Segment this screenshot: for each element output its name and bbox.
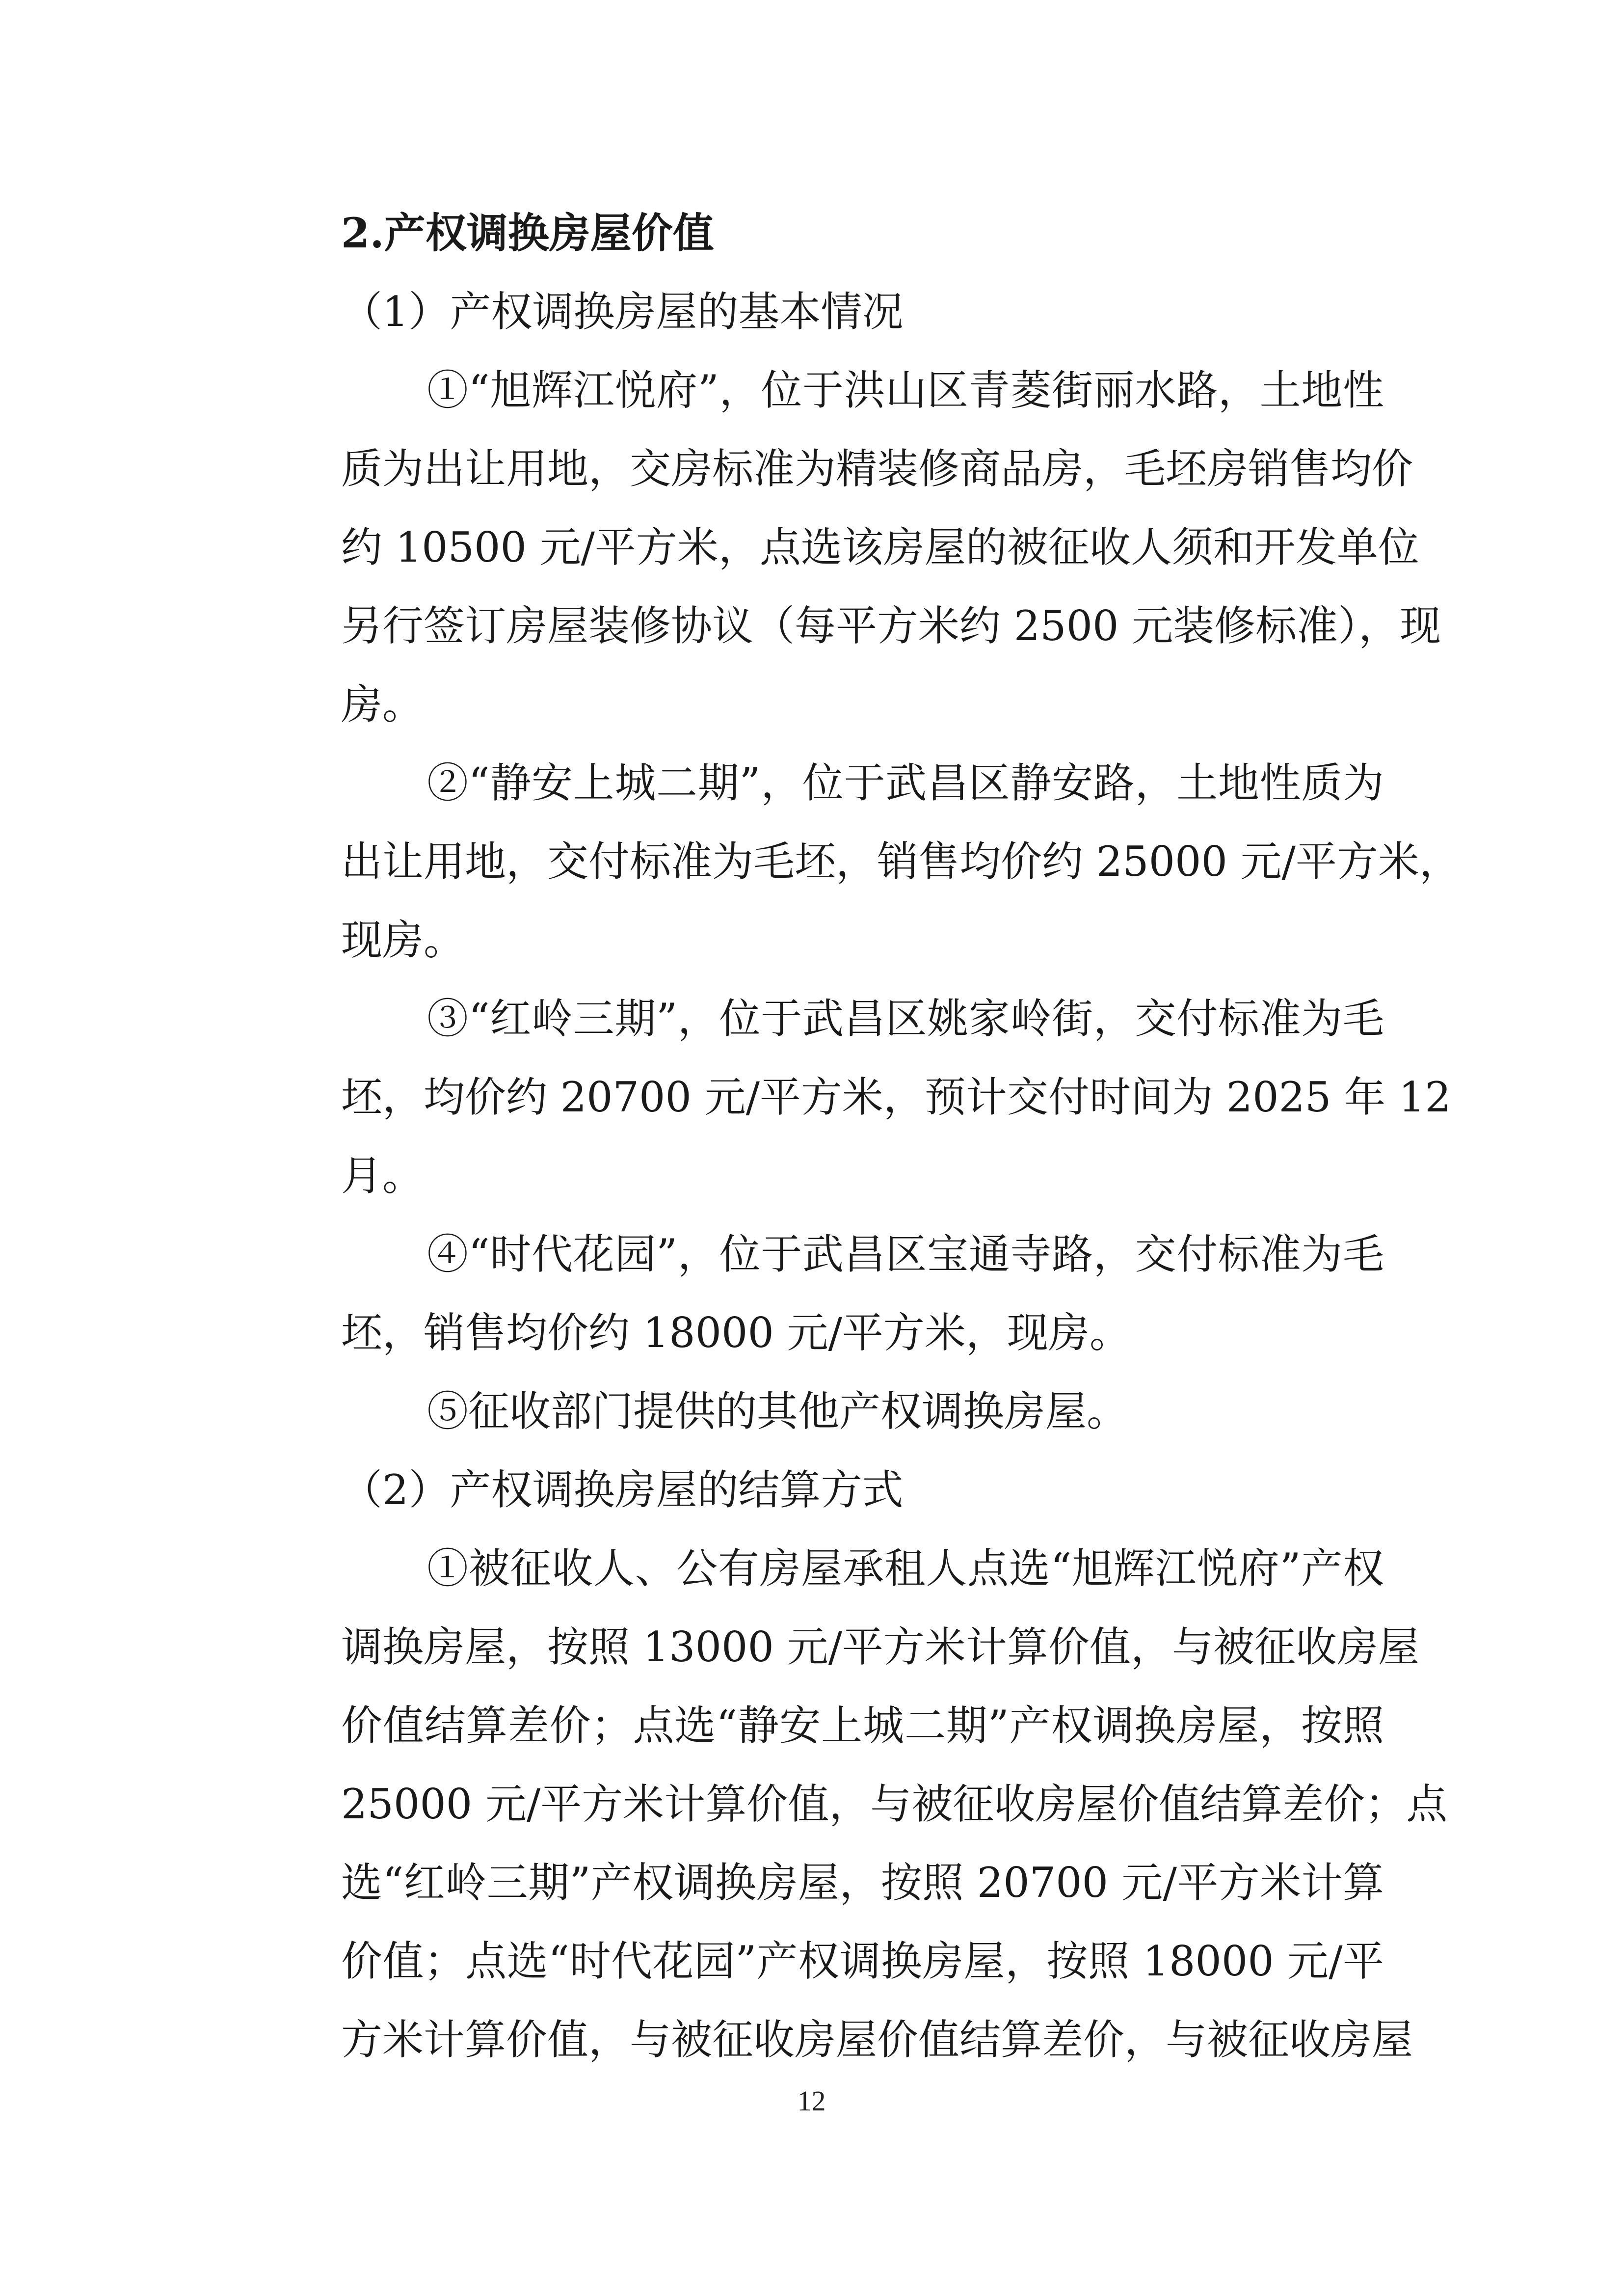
document-body [255, 194, 1461, 2079]
text-line: 25000 元/平方米计算价值，与被征收房屋价值结算差价；点 [341, 1780, 1448, 1828]
paragraph-item-4 [255, 1215, 1384, 1372]
text-line: 调换房屋，按照 13000 元/平方米计算价值，与被征收房屋 [341, 1623, 1419, 1671]
paragraph-item-1 [255, 351, 1441, 744]
text-line: ①被征收人、公有房屋承租人点选“旭辉江悦府”产权 [427, 1544, 1384, 1593]
text-line: 坯，销售均价约 18000 元/平方米，现房。 [341, 1309, 1131, 1357]
text-line: 另行签订房屋装修协议（每平方米约 2500 元装修标准），现 [341, 602, 1441, 650]
text-line: 价值；点选“时代花园”产权调换房屋，按照 18000 元/平 [341, 1937, 1384, 1985]
subsection-title-settlement: （2）产权调换房屋的结算方式 [341, 1466, 904, 1514]
text-line: ③“红岭三期”，位于武昌区姚家岭街，交付标准为毛 [427, 995, 1384, 1043]
text-line: 出让用地，交付标准为毛坯，销售均价约 25000 元/平方米， [341, 837, 1461, 886]
text-line: 房。 [341, 680, 424, 729]
text-line: 约 10500 元/平方米，点选该房屋的被征收人须和开发单位 [341, 523, 1419, 571]
text-line: 选“红岭三期”产权调换房屋，按照 20700 元/平方米计算 [341, 1859, 1384, 1907]
text-line: ①“旭辉江悦府”，位于洪山区青菱街丽水路，土地性 [427, 366, 1384, 414]
page-number: 12 [797, 2085, 826, 2117]
text-line: ②“静安上城二期”，位于武昌区静安路，土地性质为 [427, 759, 1384, 807]
text-line: ⑤征收部门提供的其他产权调换房屋。 [427, 1387, 1128, 1435]
text-line: ④“时代花园”，位于武昌区宝通寺路，交付标准为毛 [427, 1230, 1384, 1278]
text-line: 坯，均价约 20700 元/平方米，预计交付时间为 2025 年 12 [341, 1073, 1451, 1121]
subsection-title-basic-info: （1）产权调换房屋的基本情况 [341, 288, 904, 336]
paragraph-item-3 [255, 979, 1451, 1215]
paragraph-item-2 [255, 744, 1461, 979]
text-line: 月。 [341, 1152, 424, 1200]
section-heading: 2.产权调换房屋价值 [341, 209, 714, 257]
text-line: 方米计算价值，与被征收房屋价值结算差价，与被征收房屋 [341, 2016, 1413, 2064]
paragraph-settlement-1 [255, 1529, 1448, 2079]
text-line: 现房。 [341, 916, 465, 964]
text-line: 价值结算差价；点选“静安上城二期”产权调换房屋，按照 [341, 1702, 1384, 1750]
text-line: 质为出让用地，交房标准为精装修商品房，毛坯房销售均价 [341, 445, 1413, 493]
paragraph-item-5 [255, 1372, 1384, 1451]
